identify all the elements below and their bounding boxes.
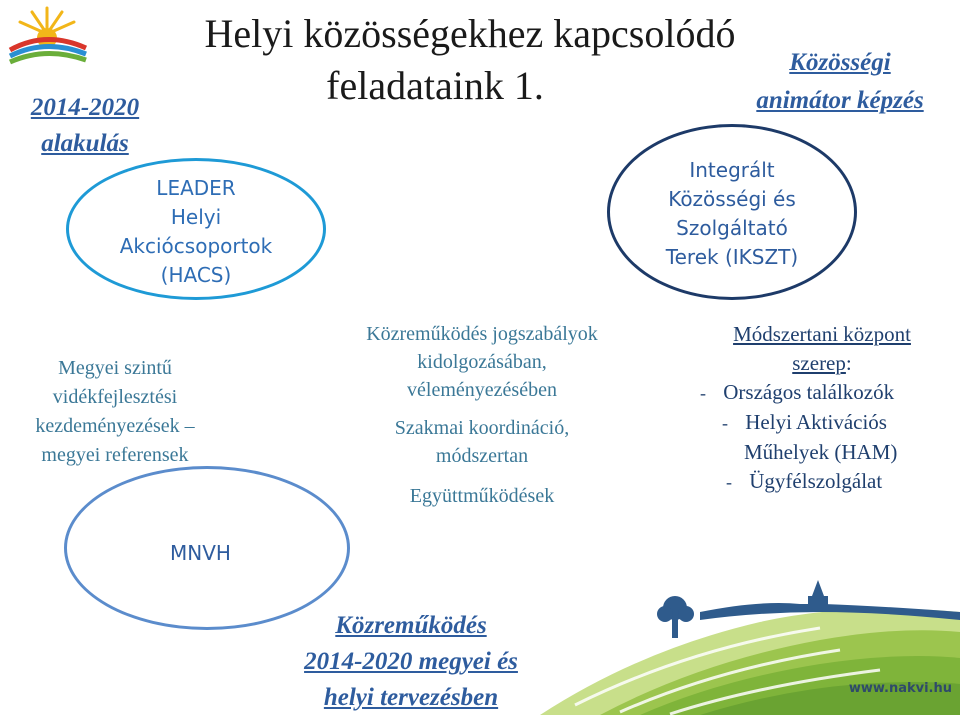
cooperation-link-line-2: 2014-2020 megyei és — [304, 648, 518, 675]
middle-block2-line-1: Szakmai koordináció, — [394, 417, 570, 439]
list-item-local-activation: Helyi Aktivációs — [745, 410, 887, 434]
cooperation-link-line-1: Közreműködés — [335, 612, 487, 639]
list-dash: - — [726, 472, 732, 492]
leader-line-2: Helyi — [170, 205, 222, 229]
leader-line-3: Akciócsoportok — [119, 234, 273, 258]
leader-line-1: LEADER — [156, 176, 236, 200]
footer-url[interactable]: www.nakvi.hu — [848, 681, 952, 696]
ikszt-line-1: Integrált — [689, 158, 775, 182]
county-line-2: vidékfejlesztési — [52, 386, 178, 408]
county-line-1: Megyei szintű — [58, 357, 172, 379]
method-heading-link[interactable]: Módszertani központ — [733, 322, 911, 346]
list-item-customer-service: Ügyfélszolgálat — [749, 469, 883, 493]
animator-link-line-1: Közösségi — [789, 49, 891, 76]
ikszt-line-2: Közösségi és — [668, 187, 796, 211]
cooperation-planning-link[interactable] — [266, 608, 556, 716]
title-line-1: Helyi közösségekhez kapcsolódó — [204, 11, 736, 56]
period-link-line-1: 2014-2020 — [30, 94, 140, 121]
ikszt-line-4: Terek (IKSZT) — [665, 245, 799, 269]
list-dash: - — [722, 413, 728, 433]
mnvh-label: MNVH — [170, 541, 231, 565]
method-role-link[interactable]: szerep — [792, 351, 846, 375]
middle-block1-line-3: véleményezésében — [407, 379, 557, 401]
title-line-2: feladataink 1. — [326, 63, 544, 108]
leader-line-4: (HACS) — [160, 263, 232, 287]
cooperation-link-line-3: helyi tervezésben — [323, 684, 499, 711]
county-line-4: megyei referensek — [41, 444, 189, 466]
ikszt-line-3: Szolgáltató — [676, 216, 788, 240]
county-line-3: kezdeményezések – — [35, 415, 195, 437]
period-link-line-2: alakulás — [41, 130, 129, 157]
middle-block1-line-2: kidolgozásában, — [417, 351, 547, 373]
animator-link-line-2: animátor képzés — [756, 87, 924, 114]
middle-block3: Együttműködések — [409, 485, 555, 507]
list-item-national-meetings: Országos találkozók — [723, 380, 895, 404]
list-item-workshops: Műhelyek (HAM) — [744, 440, 898, 464]
middle-block1-line-1: Közreműködés jogszabályok — [366, 323, 598, 345]
middle-block2-line-2: módszertan — [435, 445, 529, 467]
list-dash: - — [700, 383, 706, 403]
method-heading-colon: : — [845, 351, 852, 375]
